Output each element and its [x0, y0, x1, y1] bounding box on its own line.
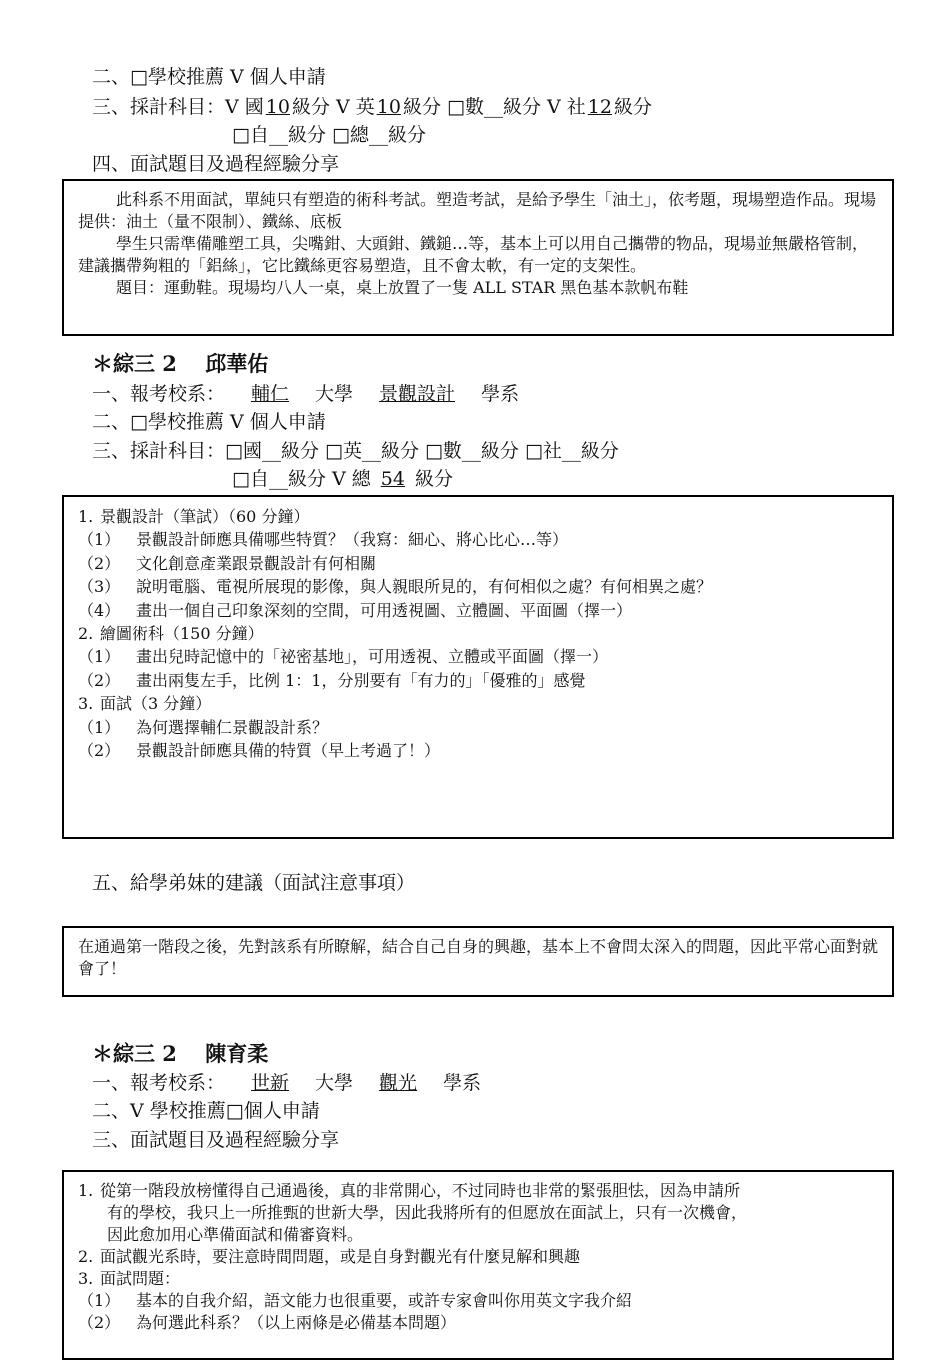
list-item-text: 景觀設計師應具備的特質（早上考過了！） — [136, 741, 441, 761]
list-item — [78, 622, 878, 645]
list-item — [78, 552, 878, 575]
list-item-number: （1） — [78, 1291, 121, 1310]
list-item-text: 為何選擇輔仁景觀設計系？ — [136, 717, 329, 737]
subject-guo: V 國 — [225, 96, 264, 118]
list-item-text: 從第一階段放榜懂得自己通過後，真的非常開心，不过同時也非常的緊張胆怯，因為申請所 — [100, 1181, 741, 1200]
subjects-line-2: □自__級分 □總__級分 — [232, 124, 426, 146]
school-name: 世新 — [251, 1072, 290, 1094]
total-score: 54 — [380, 468, 405, 490]
list-item — [78, 505, 878, 528]
subjects-total-label: □自__級分 V 總 — [232, 468, 371, 490]
exam-questions-box — [62, 495, 894, 839]
list-item-continuation: 有的學校，我只上一所推甄的世新大學，因此我將所有的但愿放在面試上，只有一次機會， — [107, 1203, 748, 1222]
list-item-text: 繪圖術科（150 分鐘） — [100, 624, 264, 644]
list-item — [78, 669, 878, 692]
school-line — [92, 382, 519, 406]
interview-experience-box — [62, 1170, 894, 1360]
list-item-text: 為何選此科系？（以上兩條是必備基本問題） — [136, 1313, 457, 1332]
list-item-number: 2. — [78, 1247, 94, 1266]
department-suffix: 學系 — [481, 383, 520, 405]
department-name: 觀光 — [379, 1072, 418, 1094]
list-item-number: （2） — [78, 1313, 121, 1332]
school-label: 一、報考校系： — [92, 1072, 226, 1094]
subjects-line-2 — [232, 467, 453, 491]
department-name: 景觀設計 — [379, 383, 456, 405]
list-item-text: 面試問題： — [100, 1269, 181, 1288]
apply-type-line: 二、V 學校推薦□個人申請 — [92, 1100, 320, 1122]
section-interview-title: 四、面試題目及過程經驗分享 — [92, 153, 340, 175]
subject-she: 級分 □數__級分 V 社 — [402, 96, 586, 118]
list-item-number: 2. — [78, 624, 94, 644]
paragraph: 學生只需準備雕塑工具，尖嘴鉗、大頭鉗、鐵鎚…等，基本上可以用自己攜帶的物品，現場並無嚴格管制，建議攜帶夠粗的「鋁絲」，它比鐵絲更容易塑造，且不會太軟，有一定的支架性。 — [78, 234, 869, 275]
subject-she-score: 12 — [587, 96, 612, 118]
student-heading: ＊綜三 2 邱華佑 — [92, 351, 269, 376]
list-item-text: 景觀設計（筆試）（60 分鐘） — [100, 507, 310, 526]
subject-ying: 級分 V 英 — [291, 96, 375, 118]
list-item-number: （2） — [78, 670, 121, 690]
list-item-number: （2） — [78, 553, 121, 573]
list-item-text: 基本的自我介紹，語文能力也很重要，或許专家會叫你用英文字我介紹 — [136, 1291, 633, 1310]
list-item-number: （2） — [78, 741, 121, 761]
list-item-number: （1） — [78, 530, 121, 550]
interview-experience-box — [62, 179, 894, 336]
subjects-line — [92, 95, 652, 119]
list-item — [78, 1312, 878, 1334]
list-item-continuation: 因此愈加用心準備面試和備審資料。 — [107, 1225, 364, 1244]
list-item — [78, 1268, 878, 1290]
section-advice-title: 五、給學弟妹的建議（面試注意事項） — [92, 872, 416, 894]
total-suffix: 級分 — [414, 468, 453, 490]
school-line — [92, 1071, 481, 1095]
list-item-text: 文化創意產業跟景觀設計有何相關 — [136, 553, 377, 573]
subject-ying-score: 10 — [376, 96, 401, 118]
list-item-text: 面試觀光系時，要注意時間問題，或是自身對觀光有什麼見解和興趣 — [100, 1247, 581, 1266]
list-item-text: 畫出兩隻左手，比例 1：1，分別要有「有力的」「優雅的」感覺 — [136, 670, 586, 690]
list-item-text: 面試（3 分鐘） — [100, 694, 212, 714]
list-item — [78, 645, 878, 668]
list-item-text: 畫出兒時記憶中的「祕密基地」，可用透視、立體或平面圖（擇一） — [136, 647, 609, 667]
list-item-number: 3. — [78, 694, 94, 714]
school-label: 一、報考校系： — [92, 383, 226, 405]
department-suffix: 學系 — [443, 1072, 482, 1094]
advice-box — [62, 926, 894, 997]
list-item-number: 1. — [78, 1181, 94, 1200]
school-name: 輔仁 — [251, 383, 290, 405]
list-item — [78, 739, 878, 762]
list-item-number: （4） — [78, 600, 121, 620]
student-heading: ＊綜三 2 陳育柔 — [92, 1041, 269, 1066]
list-item-number: （1） — [78, 717, 121, 737]
list-item-number: （1） — [78, 647, 121, 667]
list-item — [78, 1180, 878, 1202]
school-suffix: 大學 — [315, 1072, 354, 1094]
list-item — [78, 1246, 878, 1268]
list-item — [78, 716, 878, 739]
list-item — [78, 575, 878, 598]
advice-text: 在通過第一階段之後，先對該系有所瞭解，結合自己自身的興趣，基本上不會問太深入的問題，因此平常心面對就會了！ — [78, 937, 879, 978]
apply-type-line: 二、□學校推薦 V 個人申請 — [92, 66, 326, 88]
paragraph: 題目：運動鞋。現場均八人一桌，桌上放置了一隻 ALL STAR 黑色基本款帆布鞋 — [116, 278, 689, 297]
list-item-number: （3） — [78, 577, 121, 597]
school-suffix: 大學 — [315, 383, 354, 405]
list-item — [78, 599, 878, 622]
subjects-line: 三、採計科目：□國__級分 □英__級分 □數__級分 □社__級分 — [92, 440, 619, 462]
apply-type-line: 二、□學校推薦 V 個人申請 — [92, 411, 326, 433]
list-item — [78, 1290, 878, 1312]
subject-guo-score: 10 — [265, 96, 290, 118]
list-item-number: 1. — [78, 507, 94, 526]
section-interview-title: 三、面試題目及過程經驗分享 — [92, 1129, 340, 1151]
paragraph: 此科系不用面試，單純只有塑造的術科考試。塑造考試，是給予學生「油土」，依考題，現場塑造作品。現場提供：油土（量不限制）、鐵絲、底板 — [78, 190, 877, 231]
list-item — [78, 528, 878, 551]
list-item — [78, 692, 878, 715]
list-item-number: 3. — [78, 1269, 94, 1288]
list-item-text: 說明電腦、電視所展現的影像，與人親眼所見的，有何相似之處？有何相異之處？ — [136, 577, 713, 597]
list-item-text: 畫出一個自己印象深刻的空間，可用透視圖、立體圖、平面圖（擇一） — [136, 600, 633, 620]
list-item-text: 景觀設計師應具備哪些特質？（我寫：細心、將心比心…等） — [136, 530, 569, 550]
subjects-label: 三、採計科目： — [92, 96, 226, 118]
subject-she-suffix: 級分 — [613, 96, 652, 118]
